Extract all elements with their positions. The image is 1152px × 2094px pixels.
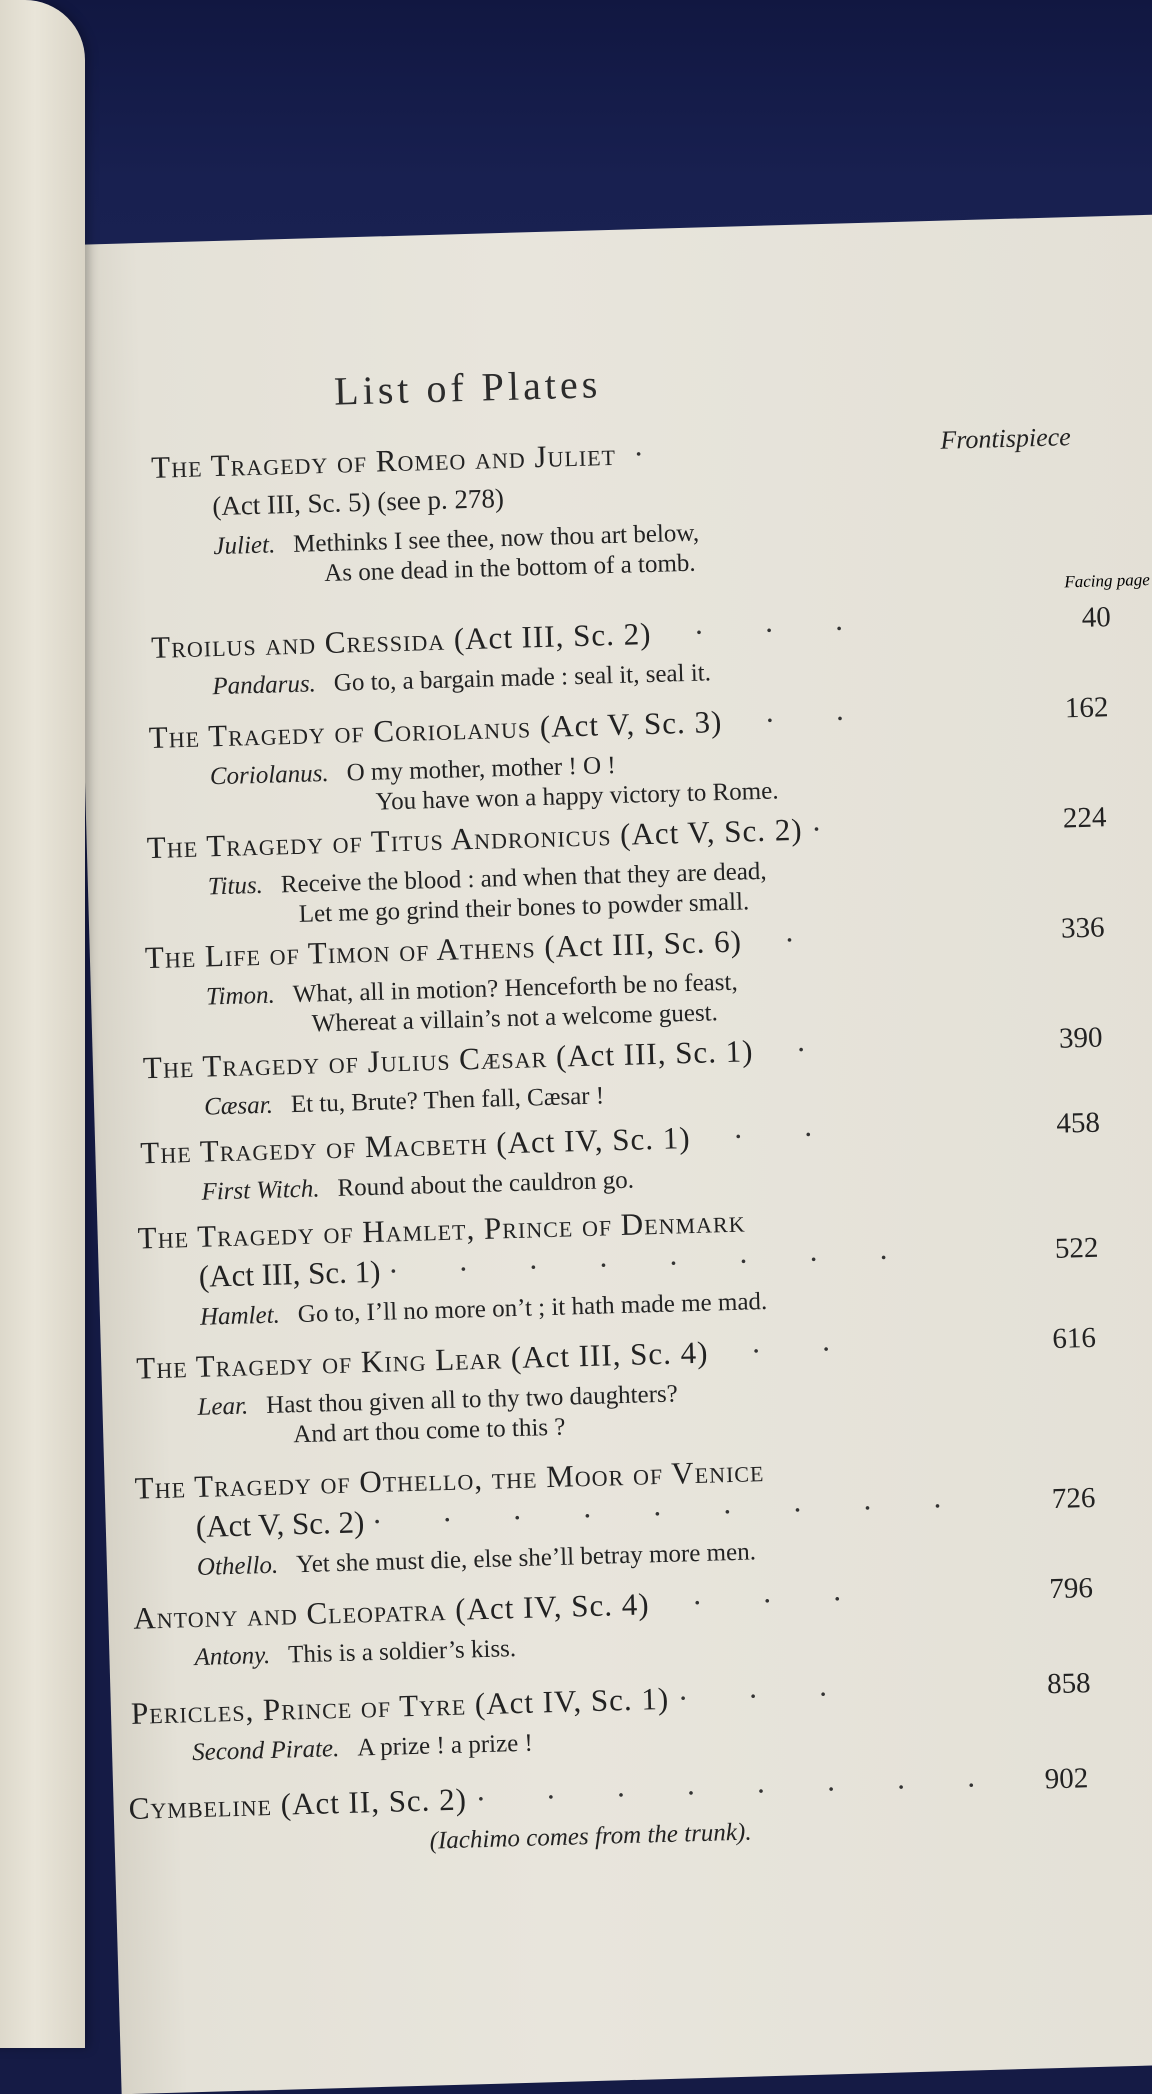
plate-speaker: Othello. — [196, 1551, 279, 1581]
plate-speaker: Hamlet. — [199, 1301, 281, 1331]
plate-act: (Act IV, Sc. 4) — [454, 1586, 651, 1627]
plate-entry: Antony and Cleopatra (Act IV, Sc. 4) · · · 796 Antony. This is a soldier’s kiss. — [133, 1572, 1095, 1675]
plate-quote: Methinks I see thee, now thou art below, — [292, 519, 700, 558]
plate-speaker: Antony. — [194, 1641, 271, 1672]
plate-entry: The Tragedy of Othello, the Moor of Venice (Act V, Sc. 2) · · · · · · · · · 726 Othello. Yet she must die, else she’ll betray more men. — [134, 1442, 1097, 1585]
plate-quote: Let me go grind their bones to powder small. — [298, 888, 750, 928]
plate-entry: The Tragedy of Romeo and Juliet · Frontispiece (Act III, Sc. 5) (see p. 278) Juliet. Methinks I see thee, now thou art below, As one dead in the bottom of a tomb. — [151, 421, 1115, 594]
plate-act: (Act III, Sc. 4) — [510, 1334, 709, 1376]
plate-quote: Hast thou given all to thy two daughters? — [265, 1380, 679, 1419]
plate-act: (Act V, Sc. 2) — [195, 1504, 365, 1544]
plate-page: 796 — [1048, 1571, 1094, 1606]
plate-heading: The Tragedy of Othello, the Moor of Venice — [134, 1453, 765, 1506]
plate-act: (Act III, Sc. 5) (see p. 278) — [211, 482, 505, 522]
book-page — [70, 214, 1152, 2094]
plate-act: (Act IV, Sc. 1) — [495, 1120, 692, 1161]
left-page-edge — [0, 0, 85, 2048]
plate-entry: The Tragedy of King Lear (Act III, Sc. 4) · · 616 Lear. Hast thou given all to thy two daughters? And art thou come to this ? — [136, 1322, 1099, 1455]
plate-speaker: Second Pirate. — [191, 1735, 340, 1767]
plate-speaker: Lear. — [197, 1392, 249, 1421]
plate-entry: The Tragedy of Titus Andronicus (Act V, Sc. 2) · 224 Titus. Receive the blood : and when that they are dead, Let me go grind their bones to powder small. — [146, 801, 1109, 934]
plate-act: (Act III, Sc. 2) — [453, 615, 652, 657]
plate-quote: O my mother, mother ! O ! — [346, 751, 616, 787]
plate-page: 902 — [1044, 1762, 1089, 1796]
plate-quote: A prize ! a prize ! — [356, 1729, 534, 1762]
plate-page: 458 — [1055, 1106, 1101, 1140]
plate-heading: Antony and Cleopatra — [132, 1592, 447, 1636]
plate-page: 522 — [1054, 1231, 1099, 1265]
plate-page: 40 — [1081, 601, 1112, 634]
plate-heading: The Tragedy of Titus Andronicus — [146, 817, 612, 866]
plate-quote: Yet she must die, else she’ll betray more men. — [295, 1538, 757, 1579]
plate-page: 336 — [1060, 911, 1105, 945]
plate-heading: The Tragedy of Coriolanus — [148, 709, 532, 755]
plate-speaker: First Witch. — [201, 1175, 320, 1206]
plate-heading: The Life of Timon of Athens — [144, 929, 537, 976]
plate-act: (Act V, Sc. 3) — [539, 703, 723, 745]
plate-act: (Act V, Sc. 2) — [619, 811, 804, 852]
plate-quote: Et tu, Brute? Then fall, Cæsar ! — [290, 1082, 605, 1119]
plate-page: 162 — [1064, 691, 1109, 725]
plate-act: (Act III, Sc. 1) — [198, 1253, 381, 1294]
plate-act: (Act IV, Sc. 1) — [474, 1680, 670, 1722]
plate-heading: Pericles, Prince of Tyre — [130, 1686, 467, 1731]
plate-page: 224 — [1062, 801, 1107, 835]
plate-quote: As one dead in the bottom of a tomb. — [323, 549, 696, 588]
plate-quote: Go to, a bargain made : seal it, seal it. — [333, 659, 712, 697]
plate-page: 616 — [1051, 1321, 1097, 1355]
plate-speaker: Juliet. — [213, 531, 276, 561]
plate-entry: The Tragedy of Coriolanus (Act V, Sc. 3) · · 162 Coriolanus. O my mother, mother ! O ! You have won a happy victory to Rome. — [148, 691, 1111, 824]
plate-entry: The Tragedy of Macbeth (Act IV, Sc. 1) · · 458 First Witch. Round about the cauldron go. — [140, 1107, 1102, 1210]
plate-quote: Go to, I’ll no more on’t ; it hath made me mad. — [297, 1287, 768, 1329]
plate-page: 390 — [1058, 1021, 1103, 1055]
plate-page: 858 — [1046, 1667, 1091, 1701]
plate-quote: Whereat a villain’s not a welcome guest. — [311, 999, 719, 1038]
plate-page: 726 — [1051, 1481, 1096, 1516]
plate-heading: Cymbeline — [128, 1786, 273, 1826]
plate-heading: Troilus and Cressida — [150, 621, 446, 665]
plate-quote: (Iachimo comes from the trunk). — [429, 1818, 752, 1855]
plate-entry: The Life of Timon of Athens (Act III, Sc. 6) · 336 Timon. What, all in motion? Henceforth be no feast, Whereat a villain’s not a welcome guest. — [144, 911, 1107, 1044]
plate-entry: Cymbeline (Act II, Sc. 2) · · · · · · · · 902 (Iachimo comes from the trunk). — [128, 1762, 1090, 1865]
plate-entry: The Tragedy of Julius Cæsar (Act III, Sc. 1) · 390 Cæsar. Et tu, Brute? Then fall, Cæsar ! — [142, 1021, 1104, 1124]
plate-speaker: Coriolanus. — [209, 759, 330, 791]
plate-heading: The Tragedy of Romeo and Juliet — [150, 436, 617, 485]
plate-entry: Troilus and Cressida (Act III, Sc. 2) · · · 40 Pandarus. Go to, a bargain made : seal it, seal it. — [151, 601, 1113, 704]
plate-quote: What, all in motion? Henceforth be no feast, — [292, 968, 738, 1009]
plate-act: (Act III, Sc. 6) — [543, 923, 743, 965]
plate-speaker: Pandarus. — [212, 670, 317, 701]
plate-quote: Receive the blood : and when that they are dead, — [280, 857, 767, 899]
plate-speaker: Timon. — [205, 981, 276, 1011]
plate-speaker: Cæsar. — [203, 1091, 274, 1121]
plate-entry: Pericles, Prince of Tyre (Act IV, Sc. 1) · · · 858 Second Pirate. A prize ! a prize ! — [130, 1667, 1092, 1770]
plate-quote: And art thou come to this ? — [292, 1413, 566, 1449]
plate-act: (Act II, Sc. 2) — [280, 1781, 468, 1822]
plate-heading: The Tragedy of Hamlet, Prince of Denmark — [137, 1203, 746, 1256]
plate-heading: The Tragedy of Julius Cæsar — [142, 1039, 548, 1086]
plate-quote: You have won a happy victory to Rome. — [375, 777, 779, 816]
plate-speaker: Titus. — [207, 871, 264, 901]
plate-act: (Act III, Sc. 1) — [555, 1033, 754, 1074]
plate-heading: The Tragedy of Macbeth — [139, 1125, 488, 1171]
page-title: List of Plates — [333, 361, 602, 414]
plate-quote: Round about the cauldron go. — [337, 1166, 635, 1202]
plate-page: Frontispiece — [939, 422, 1072, 455]
plate-entry: The Tragedy of Hamlet, Prince of Denmark (Act III, Sc. 1) · · · · · · · · 522 Hamlet. Go to, I’ll no more on’t ; it hath made me mad. — [137, 1192, 1100, 1335]
facing-page-label: Facing page — [1064, 569, 1151, 592]
plate-quote: This is a soldier’s kiss. — [287, 1635, 517, 1669]
plate-heading: The Tragedy of King Lear — [135, 1340, 503, 1386]
